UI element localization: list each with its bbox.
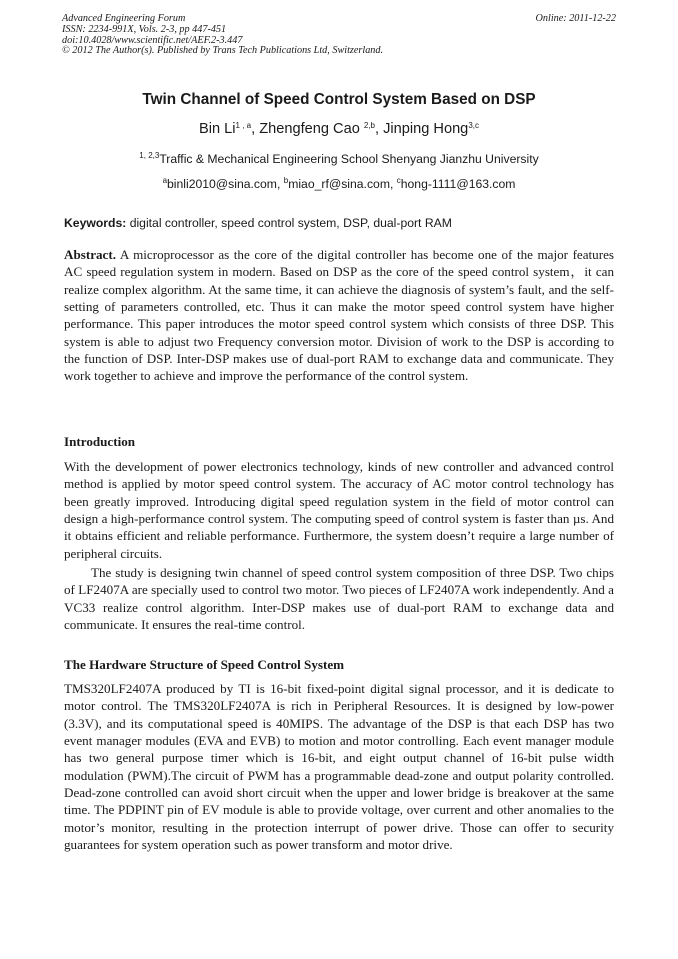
author-separator: , [375,121,384,137]
email-superscript: a [162,176,168,185]
affiliation-text: Traffic & Mechanical Engineering School Shenyang Jianzhu University [159,152,539,166]
paper-title: Twin Channel of Speed Control System Based on DSP [142,91,536,108]
affiliation [0,152,678,166]
abstract-text: A microprocessor as the core of the digital controller has become one of the major features AC speed regulation system in modern. Based on DSP as the core of the speed control system，it can realize complex algorithm. At the same time, it can achieve the diagnosis of system’s fault, and the self-setting of parameters controlled, etc. Thus it can make the motor speed control system have higher performance. This paper introduces the motor speed control system which consists of three DSP. This system is able to adjust two Frequency conversion motor. Division of work to the DSP is according to the function of DSP. Inter-DSP makes use of dual-port RAM to exchange data and communicate. They work together to achieve and improve the performance of the control system. [64,247,614,384]
issn-line: ISSN: 2234-991X, Vols. 2-3, pp 447-451 [62,23,227,35]
copyright-line: © 2012 The Author(s). Published by Trans Tech Publications Ltd, Switzerland. [62,45,384,57]
author-separator: , [251,121,260,137]
author-name: Bin Li [199,121,236,137]
email-address: binli2010@sina.com, [167,177,284,191]
author-name: Zhengfeng Cao [259,121,364,137]
online-date: Online: 2011-12-22 [535,13,616,24]
keywords-text: digital controller, speed control system, DSP, dual-port RAM [126,216,452,230]
doi-line: doi:10.4028/www.scientific.net/AEF.2-3.447 [62,34,243,46]
section-heading-hardware: The Hardware Structure of Speed Control System [64,657,345,672]
email-superscript: b [283,176,289,185]
intro-paragraph-2: The study is designing twin channel of speed control system composition of three DSP. Two chips of LF2407A are specially used to control two motor. Two pieces of LF2407A work independently. And a VC33 realize control algorithm. Inter-DSP makes use of dual-port RAM to exchange data and communicate. It ensures the real-time control. [64,565,614,633]
author-name: Jinping Hong [383,121,469,137]
publication-header [62,14,616,57]
journal-name: Advanced Engineering Forum [62,13,186,24]
keywords-label: Keywords: [64,216,127,230]
author-superscript: 2,b [363,121,375,130]
keywords-line [64,216,614,230]
abstract-paragraph [64,246,614,385]
author-superscript: 3,c [468,121,479,130]
email-address: hong-1111@163.com [400,177,516,191]
author-superscript: 1 , a [235,121,252,130]
email-address: miao_rf@sina.com, [288,177,397,191]
section-heading-introduction: Introduction [64,434,136,449]
intro-paragraph-1: With the development of power electronics technology, kinds of new controller and advanced control method is applied by motor speed control system. The accuracy of AC motor control technology has been greatly improved. Introducing digital speed regulation system in the field of motor control can design a high-performance control system. The computing speed of control system is faster than µs. And it obtains efficient and reliable performance. Furthermore, the system doesn’t require a large number of peripheral circuits. [64,459,614,561]
email-superscript: c [396,176,401,185]
author-list [0,121,678,137]
affiliation-superscript: 1, 2,3 [139,151,160,160]
hardware-paragraph-1: TMS320LF2407A produced by TI is 16-bit fixed-point digital signal processor, and it is dedicate to motor control. The TMS320LF2407A is rich in Peripheral Resources. It is designed by low-power (3.3V), and its computational speed is 40MIPS. The advantage of the DSP is that each DSP has two event manager modules (EVA and EVB) to motion and motor controlling. Each event manager module has two general purpose timer which is 16-bit, and eight output channel of 16-bit pulse width modulation (PWM).The circuit of PWM has a programmable dead-zone and output polarity controlled. Dead-zone controlled can avoid short circuit when the upper and lower bridge is breakover at the same time. The PDPINT pin of EV module is able to provide voltage, over current and other anomalies to the motor’s monitor, resulting in the protection interrupt of power drive. Those can offer to security guarantees for system operation such as power transform and motor drive. [64,681,614,853]
email-list [0,177,678,191]
abstract-label: Abstract. [64,247,116,262]
